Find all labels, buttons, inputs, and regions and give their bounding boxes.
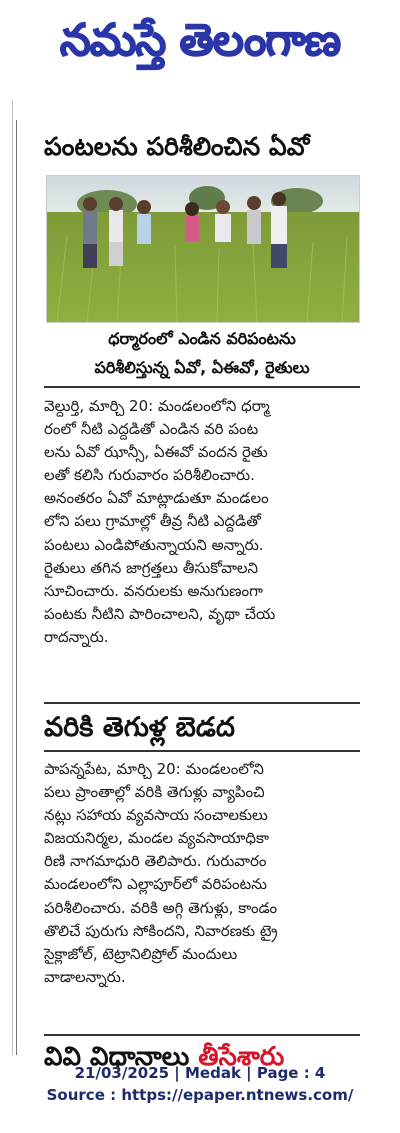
- body-line: సైక్లాజోల్, టెట్రానిలిప్రోల్ మందులు: [44, 944, 238, 963]
- masthead: [0, 0, 400, 84]
- section-divider: [44, 386, 360, 388]
- section-divider: [44, 1034, 360, 1036]
- column-rule: [16, 120, 17, 1055]
- body-line: లతో కలిసి గురువారం పరిశీలించారు.: [44, 466, 255, 485]
- footer-source: Source : https://epaper.ntnews.com/: [46, 1086, 354, 1104]
- article1-headline: పంటలను పరిశీలించిన ఏవో: [44, 132, 310, 161]
- body-line: పంటలు ఎండిపోతున్నాయని అన్నారు.: [44, 535, 264, 554]
- cutoff-headline-accent: తీసేశారు: [198, 1042, 285, 1072]
- body-line: లను ఏవో ఝాన్సీ, ఏఈవో వందన రైతు: [44, 443, 268, 462]
- field-photo: [47, 176, 359, 322]
- page-footer: [0, 1062, 400, 1106]
- page-edge: [0, 100, 13, 1055]
- article3-headline-cutoff: [44, 1040, 360, 1072]
- body-line: అనంతరం ఏవో మాట్లాడుతూ మండలం: [44, 489, 269, 508]
- article1-photo: [46, 175, 360, 323]
- caption-line: ధర్మారంలో ఎండిన వరిపంటను: [108, 329, 296, 348]
- section-divider: [44, 702, 360, 704]
- body-line: రిణి నాగమాధురి తెలిపారు. గురువారం: [44, 852, 267, 871]
- body-line: పాపన్నపేట, మార్చి 20: మండలంలోని: [44, 760, 264, 778]
- body-line: విజయనిర్మల, మండల వ్యవసాయాధికా: [44, 829, 270, 848]
- body-line: లోని పలు గ్రామాల్లో తీవ్ర నీటి ఎద్దడితో: [44, 512, 261, 531]
- body-line: రైతులు తగిన జాగ్రత్తలు తీసుకోవాలని: [44, 558, 259, 577]
- section-divider: [44, 750, 360, 752]
- body-line: నట్లు సహాయ వ్యవసాయ సంచాలకులు: [44, 806, 268, 825]
- body-line: వాడాలన్నారు.: [44, 967, 126, 986]
- body-line: రాదన్నారు.: [44, 627, 109, 646]
- body-line: రంలో నీటి ఎద్దడితో ఎండిన వరి పంట: [44, 420, 259, 439]
- body-line: తొలిచే పురుగు సోకిందని, నివారణకు ట్రై: [44, 921, 278, 940]
- caption-line: పరిశీలిస్తున్న ఏవో, ఏఈవో, రైతులు: [94, 358, 310, 377]
- body-line: సూచించారు. వనరులకు అనుగుణంగా: [44, 581, 263, 600]
- body-line: పరిశీలించారు. వరికి అగ్గి తెగుళ్లు, కాండం: [44, 898, 278, 917]
- footer-dateline: 21/03/2025 | Medak | Page : 4: [74, 1064, 326, 1082]
- body-line: పలు ప్రాంతాల్లో వరికి తెగుళ్లు వ్యాపించి: [44, 783, 265, 802]
- article2-body: [44, 758, 360, 989]
- cutoff-headline-dark: వివి విధానాలు: [44, 1042, 190, 1072]
- article1-caption: [44, 324, 360, 382]
- article1-body: [44, 395, 360, 649]
- article2-headline: వరికి తెగుళ్ల బెడద: [44, 712, 235, 743]
- newspaper-title: నమస్తే తెలంగాణ: [59, 15, 341, 66]
- body-line: పంటకు నీటిని పారించాలని, వృథా చేయ: [44, 604, 276, 623]
- body-line: మండలంలోని ఎల్లాపూర్‌లో వరిపంటను: [44, 875, 267, 894]
- body-line: వెల్దుర్తి, మార్చి 20: మండలంలోని ధర్మా: [44, 397, 270, 415]
